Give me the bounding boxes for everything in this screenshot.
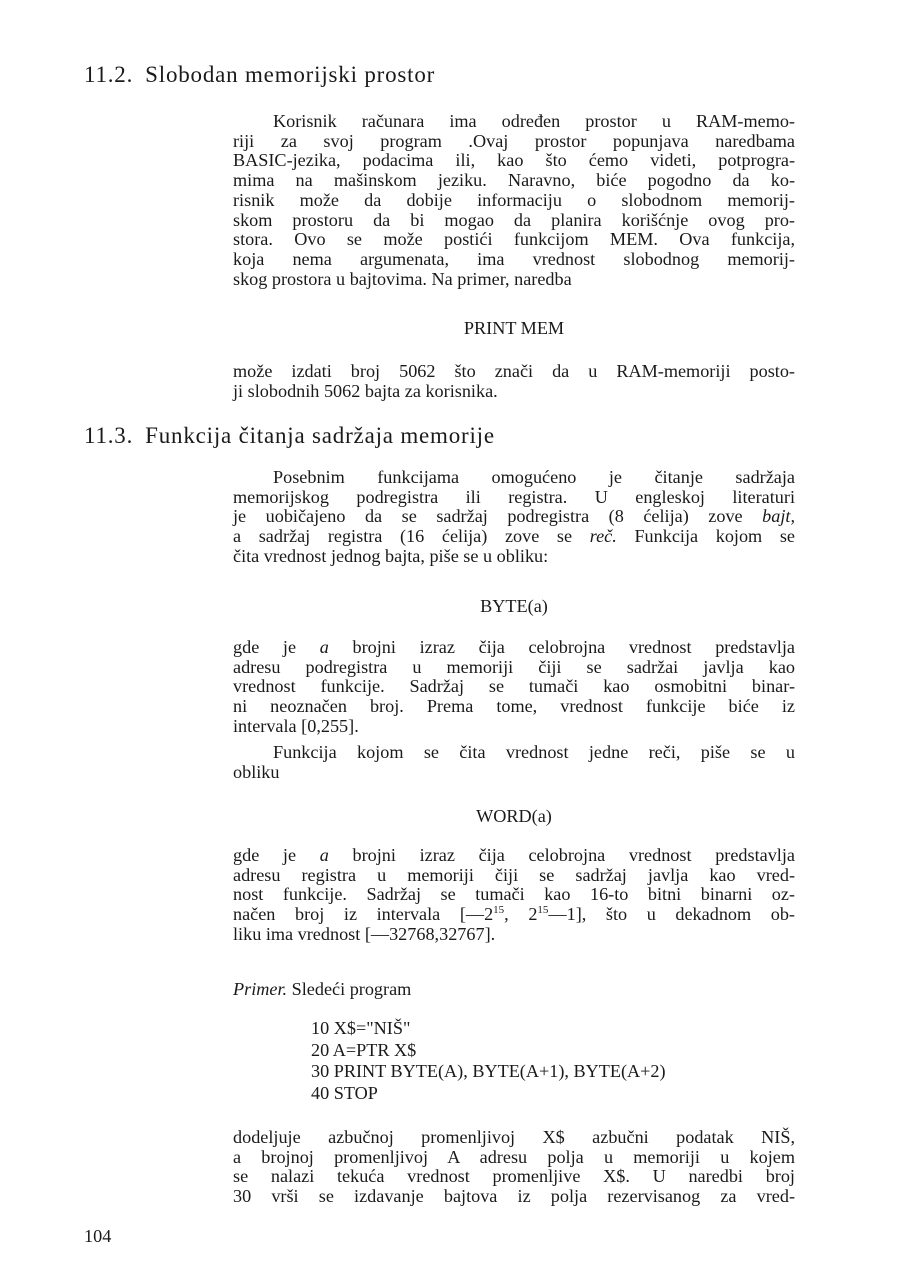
paragraph-11-3-1 [233,468,795,567]
text-line: intervala [0,255]. [233,715,359,736]
example-intro [233,980,795,1000]
text-line: dodeljuje azbučnoj promenljivoj X$ azbučni podatak NIŠ, [233,1127,795,1147]
example-label: Primer. [233,979,288,999]
text-run: —1], što u dekadnom ob- [548,904,795,925]
paragraph-11-3-2 [233,638,795,737]
text-line: riji za svoj program .Ovaj prostor popunjava naredbama [233,130,795,151]
text-line: obliku [233,761,280,782]
text-run: Funkcija kojom se [616,526,795,547]
section-title: Slobodan memorijski prostor [145,62,436,87]
page-number: 104 [84,1226,112,1246]
text-line: vrednost funkcije. Sadržaj se tumači kao osmobitni binar- [233,676,795,697]
text-line: adresu registra u memoriji čiji se sadržaj javlja kao vred- [233,864,795,885]
text-line: adresu podregistra u memoriji čiji se sadržai javlja kao [233,656,795,677]
text-line: nost funkcije. Sadržaj se tumači kao 16-to bitni binarni oz- [233,884,795,905]
paragraph-11-3-4 [233,846,795,945]
text-run: , 2 [504,904,538,925]
program-listing [311,1018,666,1104]
text-line: mima na mašinskom jeziku. Naravno, biće pogodno da ko- [233,170,795,191]
formula-word: WORD(a) [476,806,552,826]
section-number: 11.2. [84,62,134,87]
text-line: skom prostoru da bi mogao da planira korišćnje ovog pro- [233,209,795,230]
text-line: Posebnim funkcijama omogućeno je čitanje sadržaja [273,467,795,487]
paragraph-11-2-1 [233,112,795,289]
paragraph-11-2-2 [233,362,795,401]
variable-a: a [319,845,329,865]
text-line: liku ima vrednost [—32768,32767]. [233,923,496,944]
text-line [233,980,795,1000]
text-run: a sadržaj registra (16 ćelija) zove se [233,526,590,547]
section-heading-11-2 [84,62,435,88]
text-run: brojni izraz čija celobrojna vrednost predstavlja [328,637,795,657]
section-heading-11-3 [84,423,495,449]
text-line [233,905,795,925]
variable-a: a [319,637,329,657]
text-line [233,507,795,527]
paragraph-11-3-3 [233,743,795,782]
text-line: Korisnik računara ima određen prostor u RAM-memo- [273,111,795,131]
text-line: memorijskog podregistra ili registra. U engleskoj literaturi [233,486,795,507]
program-line: 10 X$="NIŠ" [311,1018,411,1038]
text-line: može izdati broj 5062 što znači da u RAM-memoriji posto- [233,361,795,381]
text-line: ji slobodnih 5062 bajta za korisnika. [233,380,498,401]
text-line: Funkcija kojom se čita vrednost jedne reči, piše se u [273,742,795,762]
text-line [233,527,795,547]
term-rec: reč. [589,526,617,547]
program-line: 20 A=PTR X$ [311,1039,417,1060]
paragraph-11-3-5 [233,1128,795,1207]
text-run: brojni izraz čija celobrojna vrednost predstavlja [328,845,795,865]
text-line: risnik može da dobije informaciju o slobodnom memorij- [233,189,795,210]
text-run: gde je [233,845,320,865]
formula-byte: BYTE(a) [480,596,548,616]
exponent: 15 [493,904,505,917]
text-line [233,846,795,866]
text-line: čita vrednost jednog bajta, piše se u obliku: [233,545,549,566]
text-run: Sledeći program [287,979,412,999]
text-line: se nalazi tekuća vrednost promenljive X$. U naredbi broj [233,1166,795,1187]
text-line: stora. Ovo se može postići funkcijom MEM. Ova funkcija, [233,229,795,250]
statement-print-mem: PRINT MEM [463,318,565,338]
text-run: gde je [233,637,320,657]
text-run: je uobičajeno da se sadržaj podregistra (8 ćelija) zove [233,506,763,527]
program-line: 40 STOP [311,1082,378,1103]
section-number: 11.3. [84,423,134,448]
exponent: 15 [537,904,549,917]
text-line: ni neoznačen broj. Prema tome, vrednost funkcije biće iz [233,696,795,717]
text-line: BASIC-jezika, podacima ili, kao što ćemo videti, potprogra- [233,150,795,171]
text-line: skog prostora u bajtovima. Na primer, naredba [233,268,572,289]
section-title: Funkcija čitanja sadržaja memorije [145,423,495,448]
term-bajt: bajt, [762,506,795,527]
text-line: a brojnoj promenljivoj A adresu polja u memoriji u kojem [233,1146,795,1167]
text-line: koja nema argumenata, ima vrednost slobodnog memorij- [233,248,795,269]
text-line: 30 vrši se izdavanje bajtova iz polja rezervisanog za vred- [233,1186,795,1207]
program-line: 30 PRINT BYTE(A), BYTE(A+1), BYTE(A+2) [311,1061,666,1081]
text-line [233,638,795,658]
text-run: načen broj iz intervala [—2 [233,904,494,925]
